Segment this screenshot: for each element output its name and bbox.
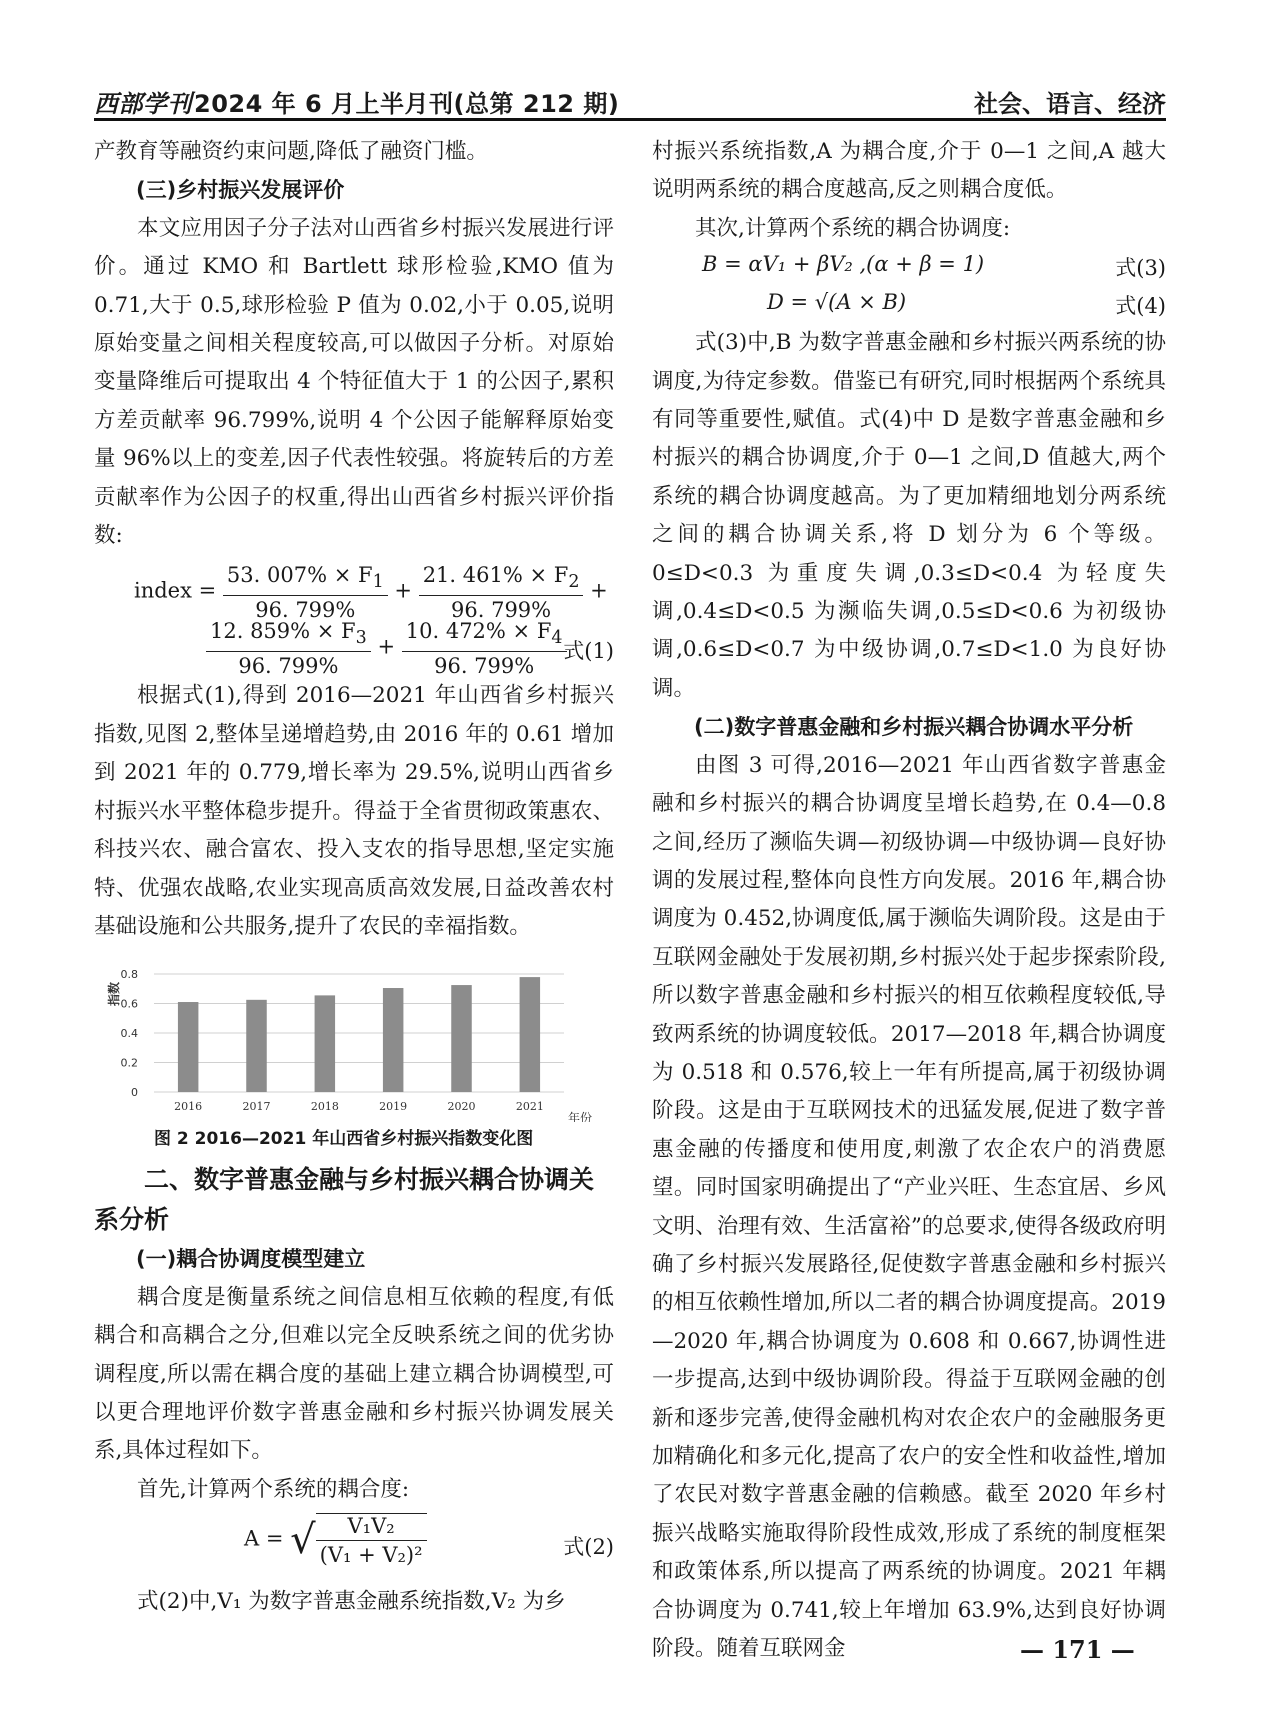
sqrt-sign: √ [290,1517,316,1564]
paragraph: 产教育等融资约束问题,降低了融资门槛。 [94,139,488,164]
fraction [223,563,388,621]
y-tick-label: 0.6 [120,997,138,1011]
plus-sign: + [394,579,412,604]
subsection-heading: (一)耦合协调度模型建立 [136,1247,366,1272]
equation-lhs: index = [134,579,217,604]
section-label: 社会、语言、经济 [974,90,1166,118]
fraction [419,563,584,621]
equation-3 [652,248,1166,284]
journal-title [94,84,619,119]
fraction [316,1513,427,1567]
issue-info: 2024 年 6 月上半月刊(总第 212 期) [194,90,620,118]
section-heading: 二、数字普惠金融与乡村振兴耦合协调关系分析 [94,1165,595,1235]
equation-number: 式(4) [1115,294,1166,319]
y-tick-label: 0.8 [120,968,138,982]
numerator: 53. 007% × F [226,563,373,588]
paragraph: 首先,计算两个系统的耦合度: [137,1476,410,1502]
journal-logo: 西部学刊 [94,89,192,118]
paragraph: 耦合度是衡量系统之间信息相互依赖的程度,有低耦合和高耦合之分,但难以完全反映系统之间的优劣协调程度,所以需在耦合度的基础上建立耦合协调模型,可以更合理地评价数字普惠金融和乡村振兴协调发展关系,具体过程如下。 [94,1284,614,1464]
plus-sign: + [590,579,608,604]
numerator: 21. 461% × F [422,563,569,588]
figure-caption: 图 2 2016—2021 年山西省乡村振兴指数变化图 [154,1129,534,1150]
equation-number: 式(3) [1115,256,1166,281]
left-column [94,133,614,1622]
bar [451,985,472,1092]
bar [315,996,336,1093]
bar [520,977,541,1092]
paragraph: 式(2)中,V₁ 为数字普惠金融系统指数,V₂ 为乡 [137,1589,566,1615]
equation-lhs: A = [244,1526,284,1551]
figure-2-chart [94,954,614,1122]
denominator: 96. 799% [255,597,356,622]
x-axis-label: 年份 [568,1111,593,1123]
subsection-heading: (二)数字普惠金融和乡村振兴耦合协调水平分析 [694,715,1134,740]
equation-number: 式(2) [563,1535,614,1560]
y-tick-label: 0.4 [120,1027,138,1041]
fraction [402,619,567,677]
bar-chart [94,954,614,1122]
equation-2 [94,1509,614,1583]
bar [178,1002,199,1092]
x-tick-label: 2019 [379,1100,408,1114]
denominator: 96. 799% [434,653,535,678]
subscript: 1 [372,572,384,593]
header-rule [94,118,1166,121]
paragraph: 式(3)中,B 为数字普惠金融和乡村振兴两系统的协调度,为待定参数。借鉴已有研究,同时根据两个系统具有同等重要性,赋值。式(4)中 D 是数字普惠金融和乡村振兴的耦合协调度,介于 0—1 之间,D 值越大,两个系统的耦合协调度越高。为了更加精细地划分两系统之间的耦合协调关系,将 D 划分为 6 个等级。0≤D<0.3 为重度失调,0.3≤D<0.4 为轻度失调,0.4≤D<0.5 为濒临失调,0.5≤D<0.6 为初级协调,0.6≤D<0.7 为中级协调,0.7≤D<1.0 为良好协调。 [652,330,1166,701]
equation-4 [652,284,1166,324]
y-tick-label: 0.2 [120,1056,138,1070]
numerator: 12. 859% × F [210,619,356,644]
x-tick-label: 2017 [242,1100,271,1114]
plus-sign: + [377,635,396,660]
paragraph: 本文应用因子分子法对山西省乡村振兴发展进行评价。通过 KMO 和 Bartlett 球形检验,KMO 值为 0.71,大于 0.5,球形检验 P 值为 0.02,小于 0.05,说明原始变量之间相关程度较高,可以做因子分析。对原始变量降维后可提取出 4 个特征值大于 1 的公因子,累积方差贡献率 96.799%,说明 4 个公因子能解释原始变量 96%以上的变差,因子代表性较强。将旋转后的方差贡献率作为公因子的权重,得出山西省乡村振兴评价指数: [94,215,614,549]
x-tick-label: 2018 [310,1100,339,1114]
paragraph: 村振兴系统指数,A 为耦合度,介于 0—1 之间,A 越大说明两系统的耦合度越高,反之则耦合度低。 [652,139,1166,203]
y-axis-label: 指数 [107,982,121,1007]
bar [246,1000,267,1092]
equation-body: B = αV₁ + βV₂ ,(α + β = 1) [702,252,985,277]
fraction [206,619,371,677]
bar [383,988,404,1092]
subscript: 4 [551,628,563,649]
subscript: 3 [355,628,367,649]
numerator: 10. 472% × F [405,619,552,644]
subsection-heading: (三)乡村振兴发展评价 [136,178,345,203]
subscript: 2 [568,572,580,593]
equation-1 [94,557,614,677]
paragraph: 其次,计算两个系统的耦合协调度: [695,215,1011,241]
x-tick-label: 2020 [447,1100,476,1114]
x-tick-label: 2021 [515,1100,544,1114]
paragraph: 由图 3 可得,2016—2021 年山西省数字普惠金融和乡村振兴的耦合协调度呈增长趋势,在 0.4—0.8 之间,经历了濒临失调—初级协调—中级协调—良好协调的发展过程,整体向良性方向发展。2016 年,耦合协调度为 0.452,协调度低,属于濒临失调阶段。这是由于互联网金融处于发展初期,乡村振兴处于起步探索阶段,所以数字普惠金融和乡村振兴的相互依赖程度较低,导致两系统的协调度较低。2017—2018 年,耦合协调度为 0.518 和 0.576,较上一年有所提高,属于初级协调阶段。这是由于互联网技术的迅猛发展,促进了数字普惠金融的传播度和使用度,刺激了农企农户的消费愿望。同时国家明确提出了“产业兴旺、生态宜居、乡风文明、治理有效、生活富裕”的总要求,使得各级政府明确了乡村振兴发展路径,促使数字普惠金融和乡村振兴的相互依赖性增加,所以二者的耦合协调度提高。2019—2020 年,耦合协调度为 0.608 和 0.667,协调性进一步提高,达到中级协调阶段。得益于互联网金融的创新和逐步完善,使得金融机构对农企农户的金融服务更加精确化和多元化,提高了农户的安全性和收益性,增加了农民对数字普惠金融的信赖感。截至 2020 年乡村振兴战略实施取得阶段性成效,形成了系统的制度框架和政策体系,所以提高了两系统的协调度。2021 年耦合协调度为 0.741,较上年增加 63.9%,达到良好协调阶段。随着互联网金 [652,752,1166,1662]
denominator: 96. 799% [451,597,552,622]
right-column [652,133,1166,1668]
equation-body: D = √(A × B) [767,290,907,315]
numerator: V₁V₂ [316,1514,427,1541]
denominator: (V₁ + V₂)² [319,1543,423,1568]
page-header [94,78,1166,122]
page-number: — 171 — [1020,1635,1135,1664]
paragraph: 根据式(1),得到 2016—2021 年山西省乡村振兴指数,见图 2,整体呈递增趋势,由 2016 年的 0.61 增加到 2021 年的 0.779,增长率为 29.5%,说明山西省乡村振兴水平整体稳步提升。得益于全省贯彻政策惠农、科技兴农、融合富农、投入支农的指导思想,坚定实施特、优强农战略,农业实现高质高效发展,日益改善农村基础设施和公共服务,提升了农民的幸福指数。 [94,683,614,939]
x-tick-label: 2016 [174,1100,203,1114]
y-tick-label: 0 [131,1086,138,1100]
equation-number: 式(1) [563,639,614,664]
denominator: 96. 799% [238,653,339,678]
